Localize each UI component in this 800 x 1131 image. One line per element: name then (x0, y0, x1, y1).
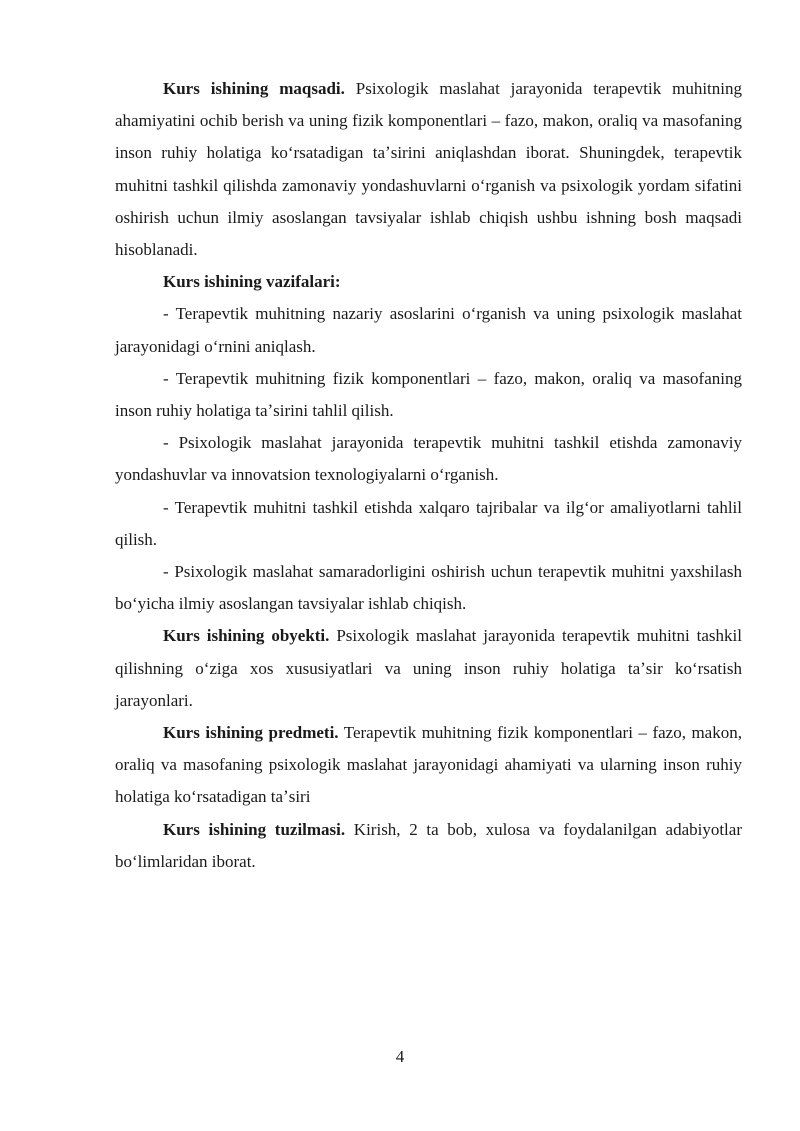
object-paragraph (115, 620, 742, 717)
structure-paragraph (115, 814, 742, 878)
structure-label: Kurs ishining tuzilmasi. (163, 819, 346, 839)
task-item: - Terapevtik muhitning nazariy asoslarini oʻrganish va uning psixologik maslahat jarayonidagi oʻrnini aniqlash. (115, 304, 742, 356)
task-item: - Terapevtik muhitni tashkil etishda xalqaro tajribalar va ilgʻor amaliyotlarni tahlil qilish. (115, 497, 742, 549)
structure-text: Kirish, 2 ta bob, xulosa va foydalanilgan adabiyotlar boʻlimlaridan iborat. (115, 819, 742, 871)
subject-text: Terapevtik muhitning fizik komponentlari – fazo, makon, oraliq va masofaning psixologik maslahat jarayonidagi ahamiyati va ularning inson ruhiy holatiga koʻrsatadigan taʼsiri (115, 723, 742, 807)
document-page (115, 73, 742, 878)
tasks-heading-line (115, 266, 742, 298)
tasks-heading: Kurs ishining vazifalari: (163, 272, 341, 292)
object-text: Psixologik maslahat jarayonida terapevtik muhitni tashkil qilishning oʻziga xos xususiyatlari va uning inson ruhiy holatiga taʼsir koʻrsatish jarayonlari. (115, 626, 742, 710)
task-item: - Psixologik maslahat jarayonida terapevtik muhitni tashkil etishda zamonaviy yondashuvlar va innovatsion texnologiyalarni oʻrganish. (115, 433, 742, 485)
task-item: - Psixologik maslahat samaradorligini oshirish uchun terapevtik muhitni yaxshilash boʻyicha ilmiy asoslangan tavsiyalar ishlab chiqish. (115, 562, 742, 614)
purpose-text: Psixologik maslahat jarayonida terapevtik muhitning ahamiyatini ochib berish va uning fizik komponentlari – fazo, makon, oraliq va masofaning inson ruhiy holatiga koʻrsatadigan taʼsirini aniqlashdan iborat. Shuningdek, terapevtik muhitni tashkil qilishda zamonaviy yondashuvlarni oʻrganish va psixologik yordam sifatini oshirish uchun ilmiy asoslangan tavsiyalar ishlab chiqish ushbu ishning bosh maqsadi hisoblanadi. (115, 79, 742, 260)
page-number: 4 (395, 1047, 405, 1066)
purpose-label: Kurs ishining maqsadi. (163, 79, 345, 98)
subject-paragraph (115, 717, 742, 814)
purpose-paragraph (115, 73, 742, 266)
task-item: - Terapevtik muhitning fizik komponentlari – fazo, makon, oraliq va masofaning inson ruhiy holatiga taʼsirini tahlil qilish. (115, 368, 742, 421)
object-label: Kurs ishining obyekti. (163, 626, 330, 646)
subject-label: Kurs ishining predmeti. (163, 723, 339, 743)
